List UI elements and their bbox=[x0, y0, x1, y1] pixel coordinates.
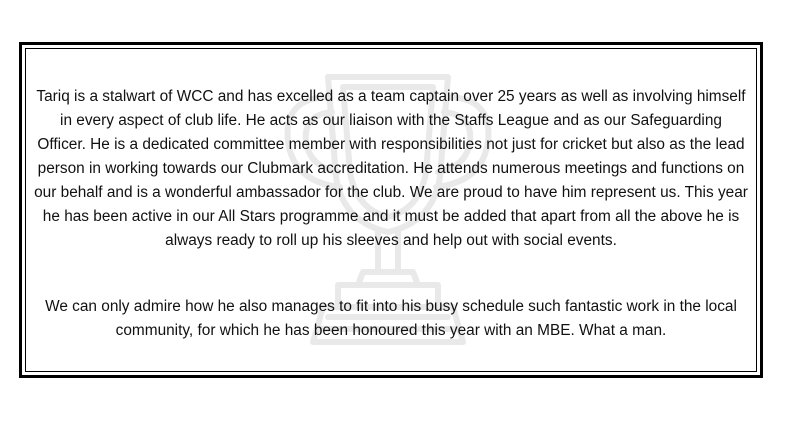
tribute-panel bbox=[25, 48, 757, 372]
tribute-paragraph-2: We can only admire how he also manages to fit into his busy schedule such fantastic work in the local community, for which he has been honoured this year with an MBE. What a man. bbox=[45, 298, 737, 339]
tribute-paragraph-1: Tariq is a stalwart of WCC and has excelled as a team captain over 25 years as well as involving himself in every aspect of club life. He acts as our liaison with the Staffs League and as our Safeguarding Officer. He is a dedicated committee member with responsibilities not just for cricket but also as the lead person in working towards our Clubmark accreditation. He attends numerous meetings and functions on our behalf and is a wonderful ambassador for the club. We are proud to have him represent us. This year he has been active in our All Stars programme and it must be added that apart from all the above he is always ready to roll up his sleeves and help out with social events. bbox=[34, 88, 748, 249]
